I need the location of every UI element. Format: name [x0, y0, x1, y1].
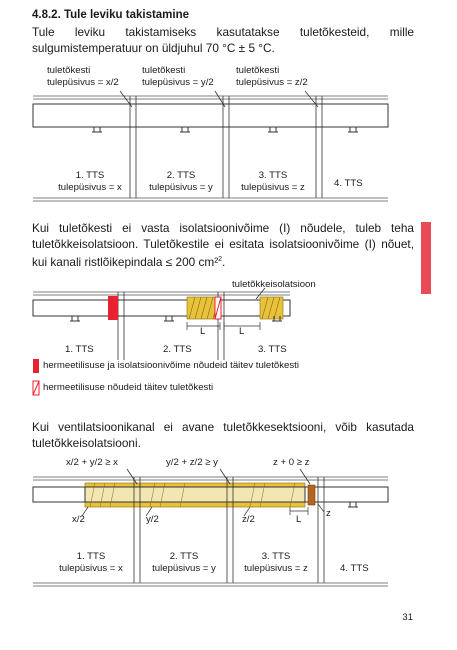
d3-zone-4: 4. TTS	[340, 563, 369, 574]
d3-formula-3: z + 0 ≥ z	[273, 457, 310, 468]
d1-label-3: tuletõkesti tulepüsivus = z/2	[236, 65, 308, 88]
d2-insulation-label: tuletõkkeisolatsioon	[232, 279, 316, 290]
d3-duct-insulated	[85, 487, 305, 502]
d2-zone-2: 2. TTS	[163, 344, 192, 355]
d3-zone-3: 3. TTS tulepüsivus = z	[244, 551, 308, 574]
d3-grilles	[348, 502, 358, 507]
d3-floor-hatch	[33, 583, 388, 586]
d3-damper	[308, 485, 315, 505]
d3-seg-3: z/2	[242, 514, 255, 525]
d3-formula-1: x/2 + y/2 ≥ x	[66, 457, 118, 468]
d1-zone-1: 1. TTS tulepüsivus = x	[58, 170, 122, 193]
d3-segment-ticks	[82, 507, 250, 516]
d3-zone-1: 1. TTS tulepüsivus = x	[59, 551, 123, 574]
d3-formula-pointers	[127, 469, 310, 484]
d2-zone-1: 1. TTS	[65, 344, 94, 355]
legend-text-1: hermeetilisuse ja isolatsioonivõime nõudeid täitev tuletõkesti	[43, 360, 299, 371]
d3-ceiling-hatch	[33, 477, 388, 480]
d3-seg-1: x/2	[72, 514, 85, 525]
page-number: 31	[402, 612, 413, 623]
d1-label-1: tuletõkesti tulepüsivus = x/2	[47, 65, 119, 88]
d1-zone-2: 2. TTS tulepüsivus = y	[149, 170, 213, 193]
d3-z: z	[326, 508, 331, 519]
d3-formula-2: y/2 + z/2 ≥ y	[166, 457, 218, 468]
paragraph-3: Kui ventilatsioonikanal ei avane tuletõkkesektsiooni, võib kasutada tuletõkkeisolatsiooni.	[32, 420, 414, 450]
d2-zone-3: 3. TTS	[258, 344, 287, 355]
d1-zone-4: 4. TTS	[334, 178, 363, 189]
section-heading: 4.8.2. Tule leviku takistamine	[32, 9, 190, 21]
intro-paragraph: Tule leviku takistamiseks kasutatakse tuletõkesteid, mille sulgumistemperatuur on üldjuhul 70 °C ± 5 °C.	[32, 25, 414, 55]
d1-label-2: tuletõkesti tulepüsivus = y/2	[142, 65, 214, 88]
d2-L-1: L	[200, 326, 206, 337]
d2-L-2: L	[239, 326, 245, 337]
d3-seg-2: y/2	[146, 514, 159, 525]
d1-zone-3: 3. TTS tulepüsivus = z	[241, 170, 305, 193]
d3-zone-2: 2. TTS tulepüsivus = y	[152, 551, 216, 574]
legend-text-2: hermeetilisuse nõudeid täitev tuletõkesti	[43, 382, 214, 393]
paragraph-2: Kui tuletõkesti ei vasta isolatsioonivõime (I) nõudele, tuleb teha tuletõkkeisolatsioon. Tuletõkestile ei esitata isolatsioonivõime (I) nõuet, kui kanali ristlõikepindala ≤ 200 cm²$^2$.	[32, 221, 414, 269]
d3-L: L	[296, 514, 302, 525]
